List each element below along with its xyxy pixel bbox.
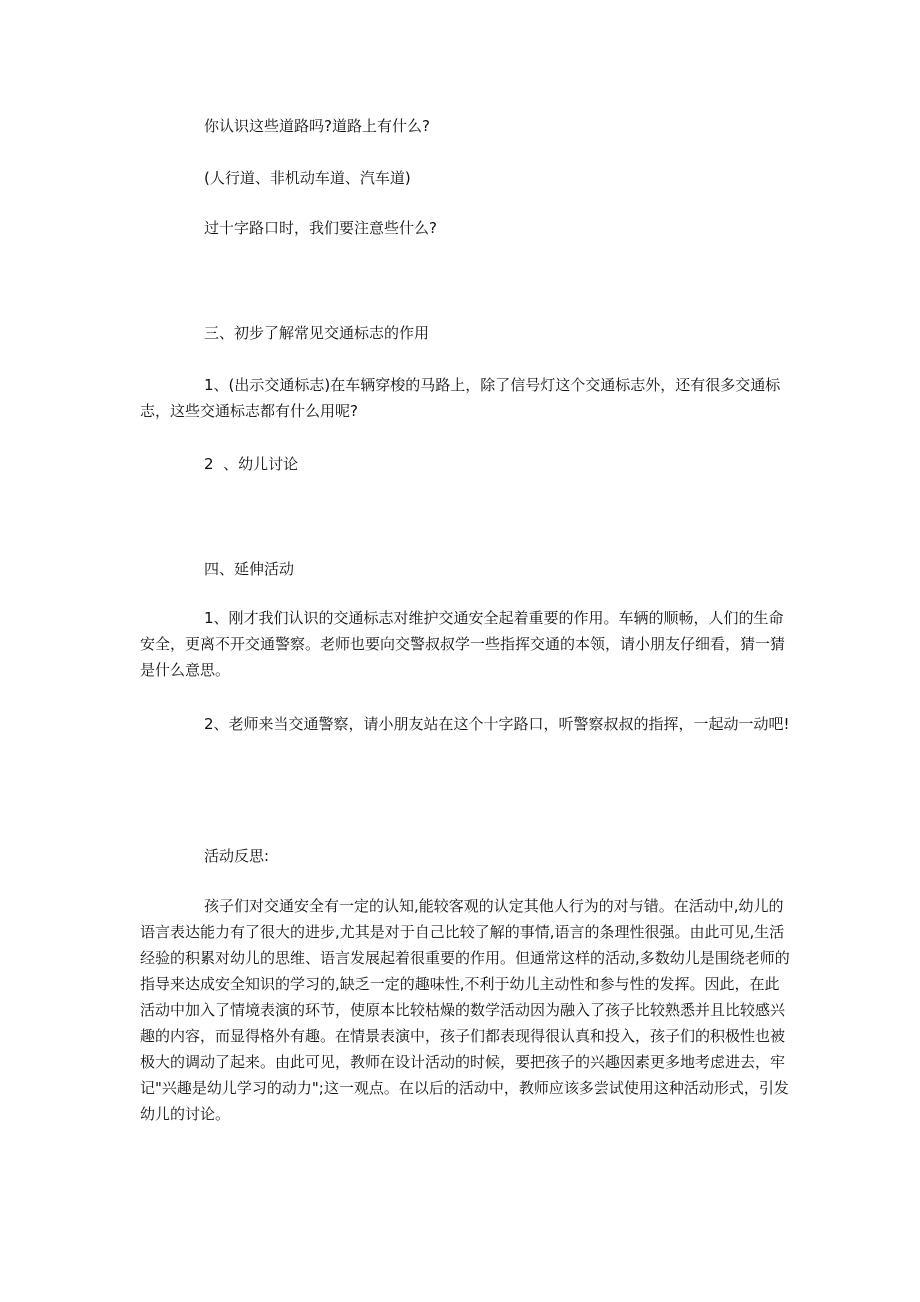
answer-paragraph-road-types: (人行道、非机动车道、汽车道) — [204, 169, 411, 187]
section-3-item-1: 1、(出示交通标志)在车辆穿梭的马路上，除了信号灯这个交通标志外，还有很多交通标志，这些交通标志都有什么用呢? — [140, 376, 781, 420]
section-heading-3: 三、初步了解常见交通标志的作用 — [204, 324, 430, 342]
question-paragraph-crossing: 过十字路口时，我们要注意些什么? — [204, 219, 437, 237]
section-3-item-2: 2 、幼儿讨论 — [204, 455, 299, 473]
reflection-heading: 活动反思: — [204, 847, 270, 865]
section-heading-4: 四、延伸活动 — [204, 560, 295, 578]
section-4-item-2: 2、老师来当交通警察，请小朋友站在这个十字路口，听警察叔叔的指挥，一起动一动吧! — [204, 715, 790, 733]
section-4-item-1: 1、刚才我们认识的交通标志对维护交通安全起着重要的作用。车辆的顺畅，人们的生命安全，更离不开交通警察。老师也要向交警叔叔学一些指挥交通的本领，请小朋友仔细看，猜一猜是什么意思。 — [140, 609, 786, 679]
question-paragraph-roads: 你认识这些道路吗?道路上有什么? — [204, 117, 430, 135]
reflection-body: 孩子们对交通安全有一定的认知,能较客观的认定其他人行为的对与错。在活动中,幼儿的语言表达能力有了很大的进步,尤其是对于自己比较了解的事情,语言的条理性很强。由此可见,生活经验的积累对幼儿的思维、语言发展起着很重要的作用。但通常这样的活动,多数幼儿是围绕老师的指导来达成安全知识的学习的,缺乏一定的趣味性,不利于幼儿主动性和参与性的发挥。因此，在此活动中加入了情境表演的环节，使原本比较枯燥的数学活动因为融入了孩子比较熟悉并且比较感兴趣的内容，而显得格外有趣。在情景表演中，孩子们都表现得很认真和投入，孩子们的积极性也被极大的调动了起来。由此可见，教师在设计活动的时候，要把孩子的兴趣因素更多地考虑进去，牢记"兴趣是幼儿学习的动力";这一观点。在以后的活动中，教师应该多尝试使用这种活动形式，引发幼儿的讨论。 — [140, 897, 790, 1123]
